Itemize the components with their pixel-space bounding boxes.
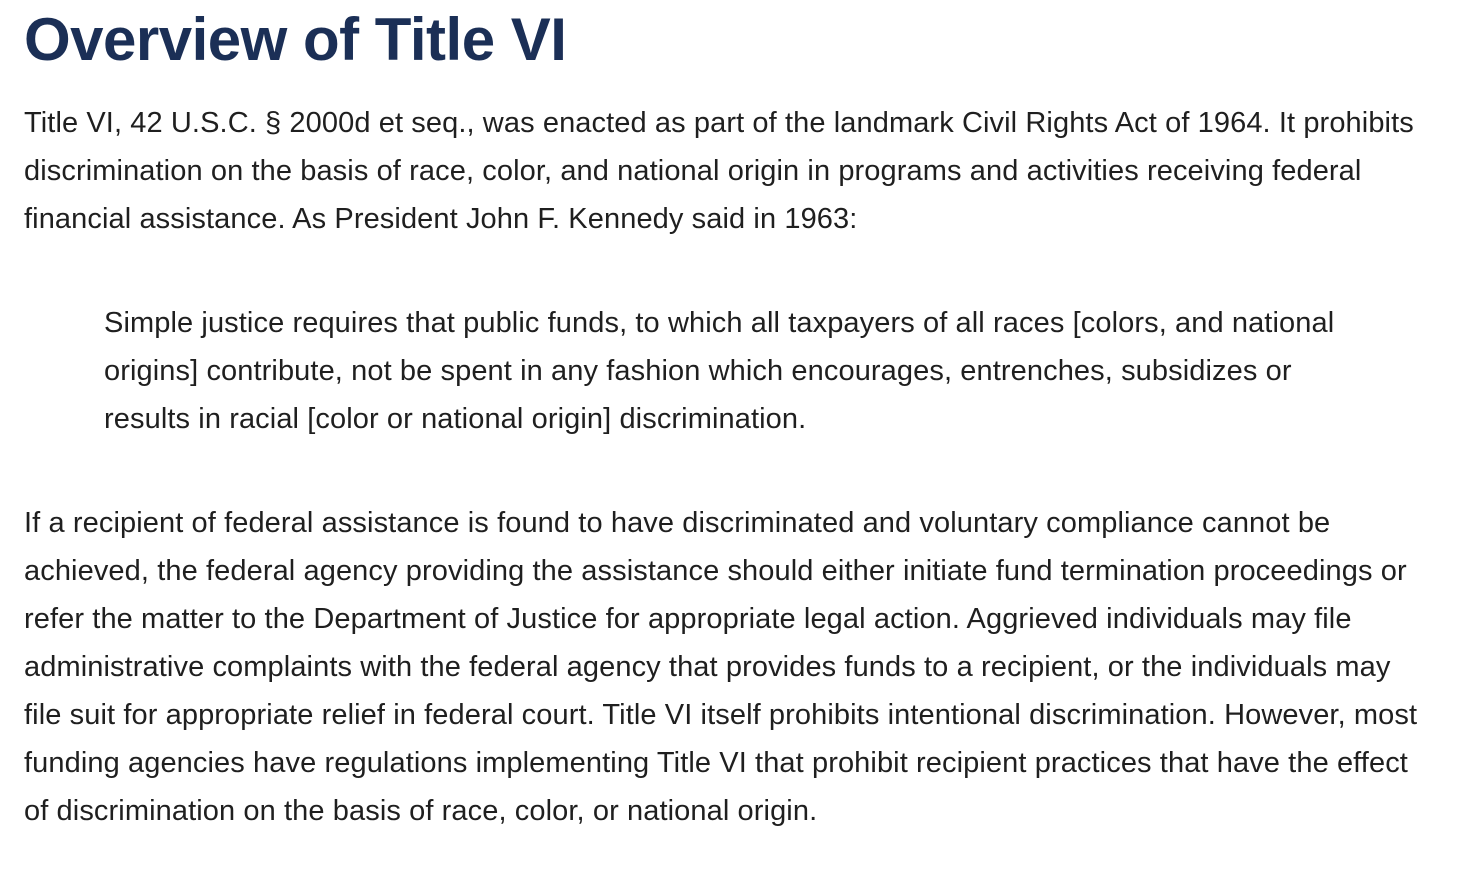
intro-paragraph: Title VI, 42 U.S.C. § 2000d et seq., was enacted as part of the landmark Civil Rights Act of 1964. It prohibits discrimination on the basis of race, color, and national origin in programs and activities receiving federal financial assistance. As President John F. Kennedy said in 1963:: [24, 107, 1414, 235]
article-content: [24, 0, 1444, 835]
page-title: Overview of Title VI: [24, 6, 567, 73]
kennedy-block-quote: Simple justice requires that public funds, to which all taxpayers of all races [colors, and national origins] contribute, not be spent in any fashion which encourages, entrenches, subsidizes or results in racial [color or national origin] discrimination.: [104, 307, 1335, 435]
enforcement-paragraph: If a recipient of federal assistance is found to have discriminated and voluntary compliance cannot be achieved, the federal agency providing the assistance should either initiate fund termination proceedings or refer the matter to the Department of Justice for appropriate legal action. Aggrieved individuals may file administrative complaints with the federal agency that provides funds to a recipient, or the individuals may file suit for appropriate relief in federal court. Title VI itself prohibits intentional discrimination. However, most funding agencies have regulations implementing Title VI that prohibit recipient practices that have the effect of discrimination on the basis of race, color, or national origin.: [24, 507, 1418, 827]
